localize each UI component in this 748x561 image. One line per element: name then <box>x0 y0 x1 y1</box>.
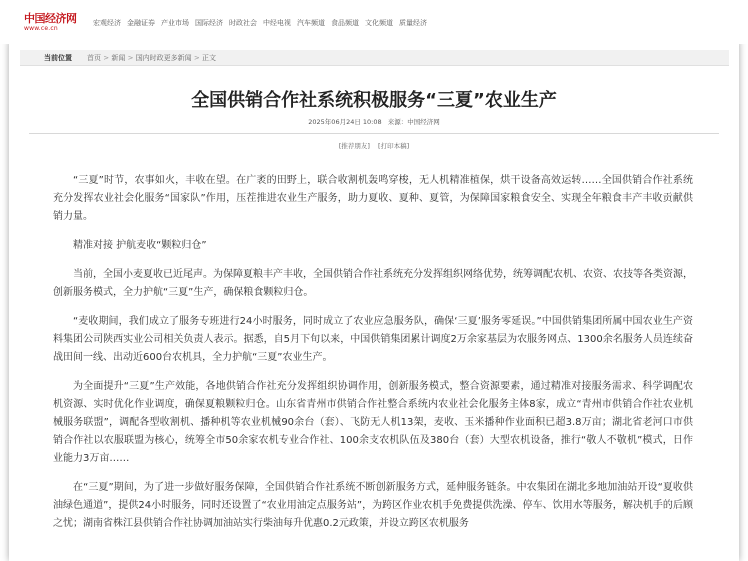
logo-text: 中国经济网 <box>24 12 77 25</box>
article-paragraph: “麦收期间，我们成立了服务专班进行24小时服务，同时成立了农业应急服务队，确保‘三夏’服务零延误。”中国供销集团所属中国农业生产资料集团公司陕西实业公司相关负责人表示。据悉，自5月下旬以来，中国供销集团累计调度2万余家基层为农服务网点、1300余名服务人员连续奋战田间一线、出动近600台农机具，全力护航“三夏”农业生产。 <box>53 316 693 363</box>
article-date: 2025年06月24日 10:08 <box>308 118 382 126</box>
breadcrumb-label: 当前位置 <box>44 54 72 62</box>
article-subheading: 精准对接 护航麦收“颗粒归仓” <box>73 240 207 251</box>
print-link[interactable]: [打印本稿] <box>378 142 410 150</box>
nav-item-industry[interactable]: 产业市场 <box>161 19 189 27</box>
article-paragraph: “三夏”时节，农事如火，丰收在望。在广袤的田野上，联合收割机轰鸣穿梭，无人机精准植保，烘干设备高效运转……全国供销合作社系统充分发挥农业社会化服务“国家队”作用，压茬推进农业生产服务，助力夏收、夏种、夏管，为保障国家粮食安全、实现全年粮食丰产丰收贡献供销力量。 <box>53 175 693 222</box>
nav-item-finance[interactable]: 金融证券 <box>127 19 155 27</box>
article-paragraph: 为全面提升“三夏”生产效能，各地供销合作社充分发挥组织协调作用，创新服务模式，整合资源要素，通过精准对接服务需求、科学调配农机资源、实时优化作业调度，确保夏粮颗粒归仓。山东省青州市供销合作社整合系统内农业社会化服务主体8家，成立“青州市供销合作社农业机械服务联盟”，调配各型收割机、播种机等农业机械90余台（套）、飞防无人机13架，麦收、玉米播种作业面积已超3.8万亩；湖北省老河口市供销合作社以农服联盟为核心，统筹全市50余家农机专业合作社、100余支农机队伍及380台（套）大型农机设备，推行“敬人不敬机”模式，日作业能力3万亩…… <box>53 381 693 464</box>
site-logo[interactable] <box>24 13 82 37</box>
breadcrumb-home[interactable]: 首页 <box>87 54 101 62</box>
breadcrumb-path <box>87 53 216 63</box>
article-source: 来源：中国经济网 <box>387 118 440 126</box>
breadcrumb-separator: > <box>103 54 110 62</box>
nav-item-international[interactable]: 国际经济 <box>195 19 223 27</box>
article-paragraph: 当前，全国小麦夏收已近尾声。为保障夏粮丰产丰收，全国供销合作社系统充分发挥组织网络优势，统筹调配农机、农资、农技等各类资源，创新服务模式，全力护航“三夏”生产，确保粮食颗粒归仓。 <box>53 269 693 298</box>
nav-item-culture[interactable]: 文化频道 <box>365 19 393 27</box>
breadcrumb-domestic[interactable]: 国内时政更多新闻 <box>135 54 192 62</box>
breadcrumb-current: 正文 <box>202 54 217 62</box>
breadcrumb-news[interactable]: 新闻 <box>111 54 126 62</box>
article-title: 全国供销合作社系统积极服务“三夏”农业生产 <box>191 90 557 111</box>
top-nav <box>93 18 427 28</box>
breadcrumb-separator: > <box>127 54 134 62</box>
nav-item-quality[interactable]: 质量经济 <box>399 19 427 27</box>
nav-item-tv[interactable]: 中经电视 <box>263 19 291 27</box>
nav-item-food[interactable]: 食品频道 <box>331 19 359 27</box>
breadcrumb <box>20 50 729 66</box>
logo-url: www.ce.cn <box>24 25 58 32</box>
recommend-link[interactable]: [推荐朋友] <box>338 142 370 150</box>
article-body <box>53 172 693 544</box>
site-header <box>0 0 748 44</box>
article-paragraph: 在“三夏”期间，为了进一步做好服务保障，全国供销合作社系统不断创新服务方式，延伸服务链条。中农集团在湖北多地加油站开设“夏收供油绿色通道”，提供24小时服务，同时还设置了“农业用油定点服务站”，为跨区作业农机手免费提供洗澡、停车、饮用水等服务，解决机手的后顾之忧；湖南省株江县供销合作社协调加油站实行柴油每升优惠0.2元政策，并设立跨区农机服务 <box>53 482 693 529</box>
divider <box>29 133 719 134</box>
nav-item-politics[interactable]: 时政社会 <box>229 19 257 27</box>
article-meta <box>0 117 748 126</box>
nav-item-auto[interactable]: 汽车频道 <box>297 19 325 27</box>
nav-item-macro[interactable]: 宏观经济 <box>93 19 121 27</box>
article-tools <box>0 141 748 150</box>
breadcrumb-separator: > <box>193 54 200 62</box>
